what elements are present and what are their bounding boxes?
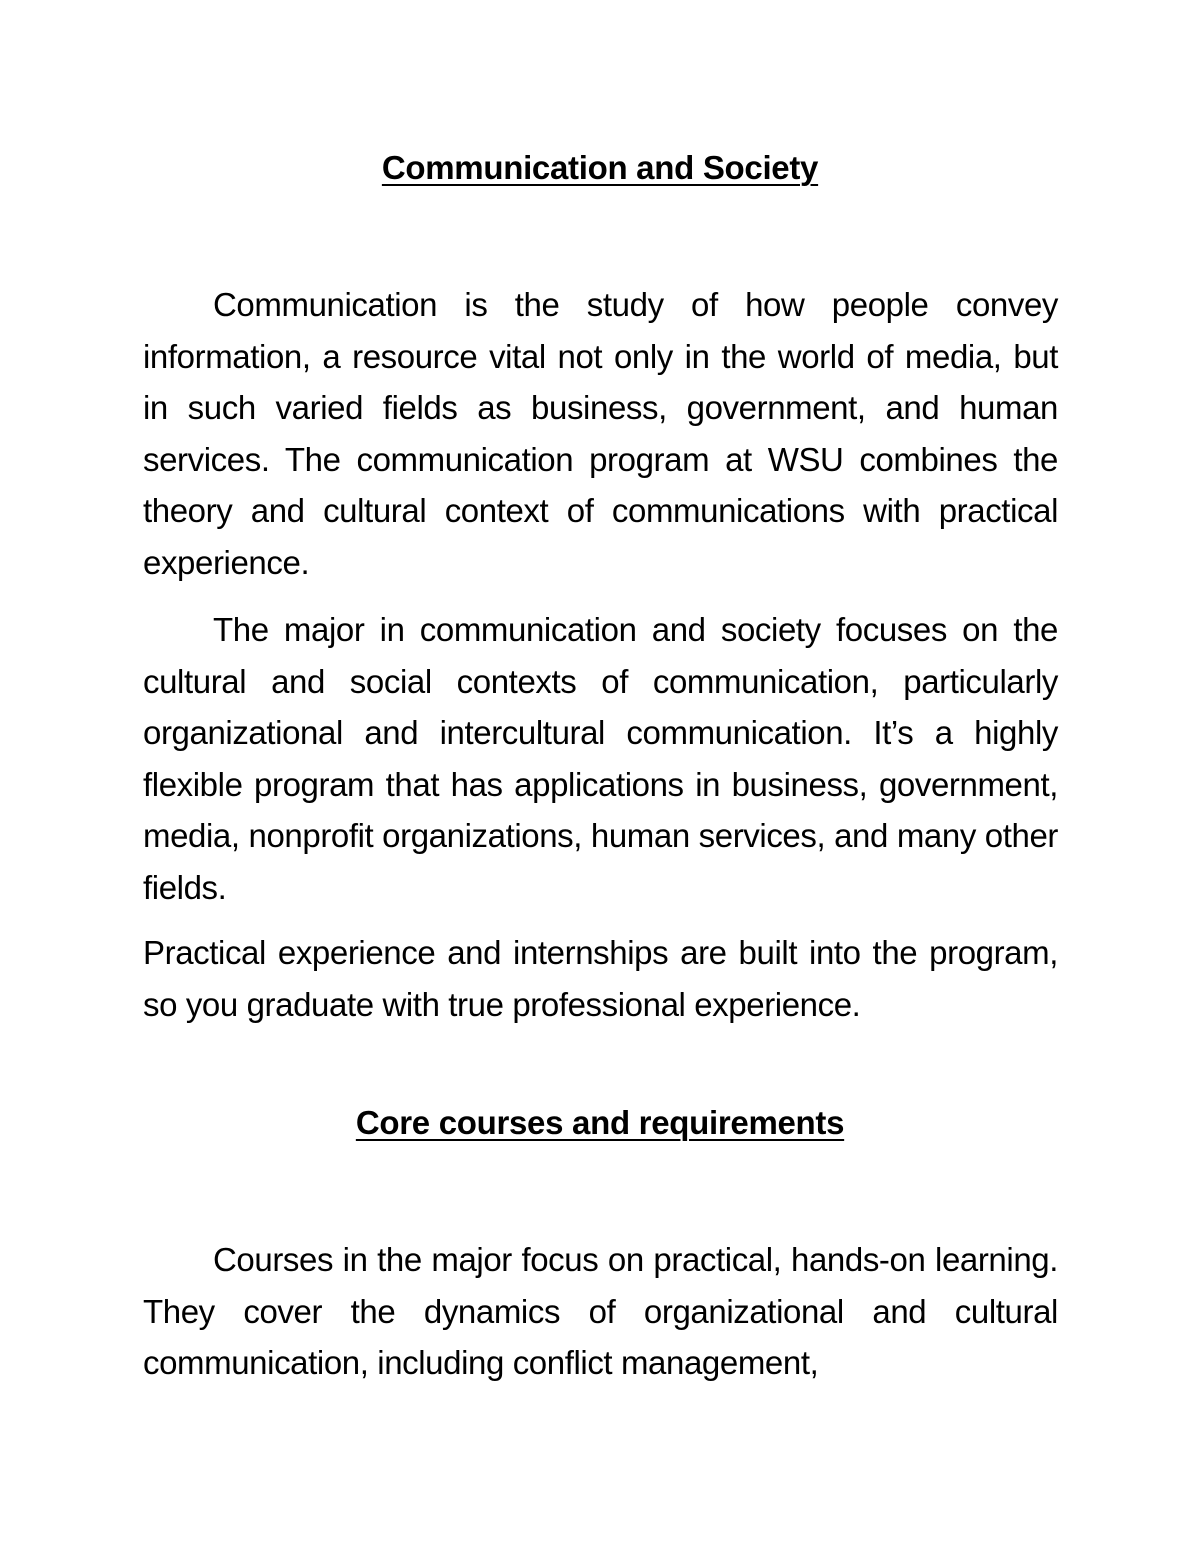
paragraph-intro: Communication is the study of how people convey information, a resource vital not only in the world of media, but in such varied fields as business, government, and human services. The communication program at WSU combines the theory and cultural context of communications with practical experience. <box>143 286 1058 581</box>
section-heading: Core courses and requirements <box>355 1104 845 1141</box>
paragraph-practical: Practical experience and internships are built into the program, so you graduate with true professional experience. <box>143 934 1058 1023</box>
paragraph-major: The major in communication and society focuses on the cultural and social contexts of communication, particularly organizational and intercultural communication. It’s a highly flexible program that has applications in business, government, media, nonprofit organizations, human services, and many other fields. <box>143 611 1058 906</box>
page-title: Communication and Society <box>381 149 819 186</box>
paragraph-courses: Courses in the major focus on practical, hands-on learning. They cover the dynamics of organizational and cultural communication, including conflict management, <box>143 1241 1058 1382</box>
